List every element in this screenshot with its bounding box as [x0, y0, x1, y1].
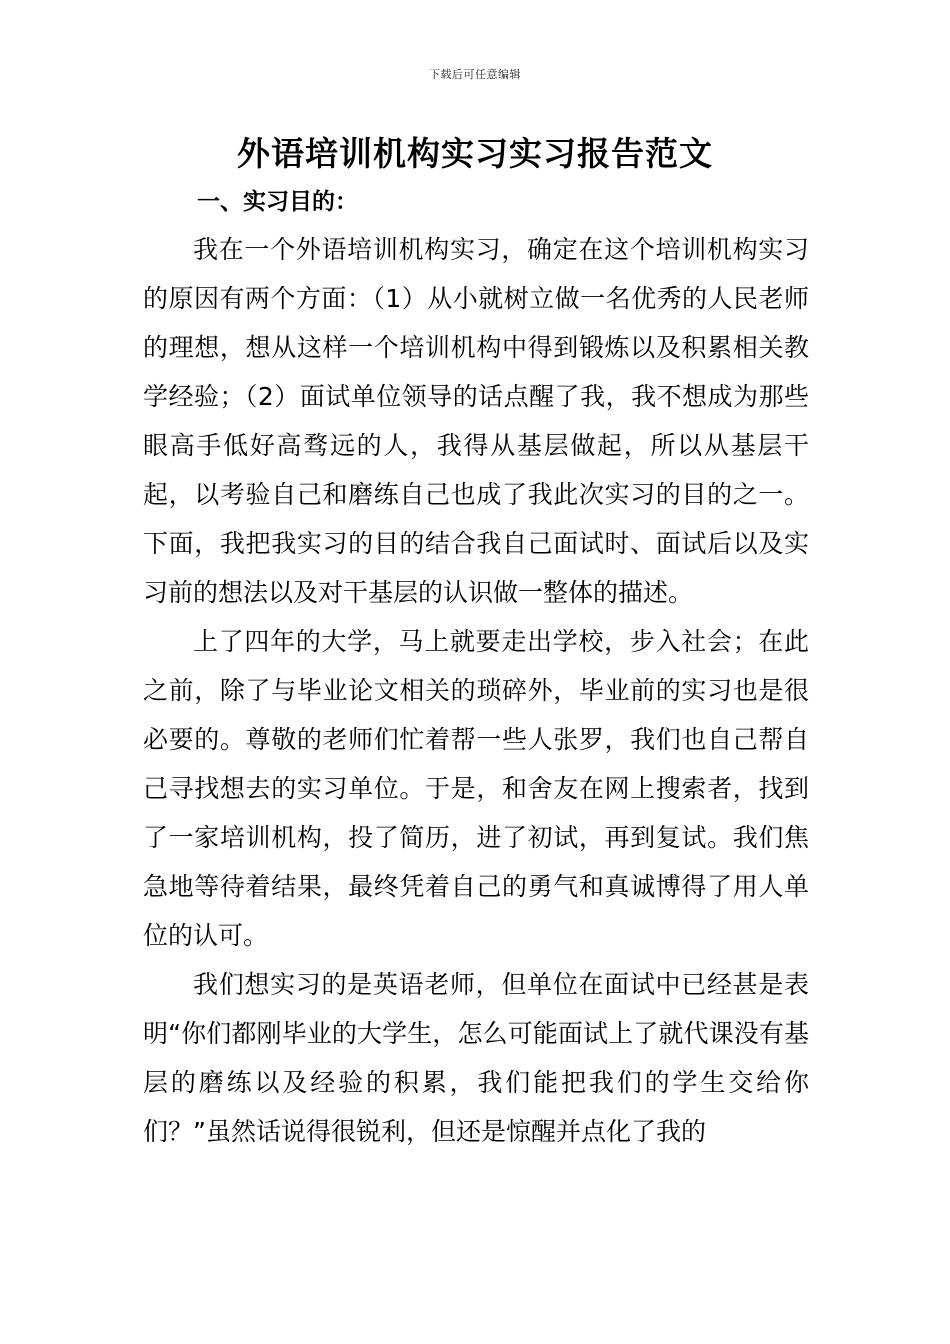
paragraph-3: 我们想实习的是英语老师，但单位在面试中已经甚是表明“你们都刚毕业的大学生，怎么可能面试上了就代课没有基层的磨练以及经验的积累，我们能把我们的学生交给你们？”虽然话说得很锐利，但还是惊醒并点化了我的 [143, 970, 809, 1146]
section-heading: 一、实习目的： [197, 189, 358, 215]
paragraph-2: 上了四年的大学，马上就要走出学校，步入社会；在此之前，除了与毕业论文相关的琐碎外，毕业前的实习也是很必要的。尊敬的老师们忙着帮一些人张罗，我们也自己帮自己寻找想去的实习单位。于是，和舍友在网上搜索者，找到了一家培训机构，投了简历，进了初试，再到复试。我们焦急地等待着结果，最终凭着自己的勇气和真诚博得了用人单位的认可。 [143, 627, 809, 950]
body-text [143, 225, 809, 1156]
document-title: 外语培训机构实习实习报告范文 [237, 134, 713, 173]
paragraph-1: 我在一个外语培训机构实习，确定在这个培训机构实习的原因有两个方面：（1）从小就树立做一名优秀的人民老师的理想，想从这样一个培训机构中得到锻炼以及积累相关教学经验；（2）面试单位领导的话点醒了我，我不想成为那些眼高手低好高骛远的人，我得从基层做起，所以从基层干起，以考验自己和磨练自己也成了我此次实习的目的之一。下面，我把我实习的目的结合我自己面试时、面试后以及实习前的想法以及对干基层的认识做一整体的描述。 [143, 235, 809, 607]
header-note: 下载后可任意编辑 [429, 68, 521, 81]
